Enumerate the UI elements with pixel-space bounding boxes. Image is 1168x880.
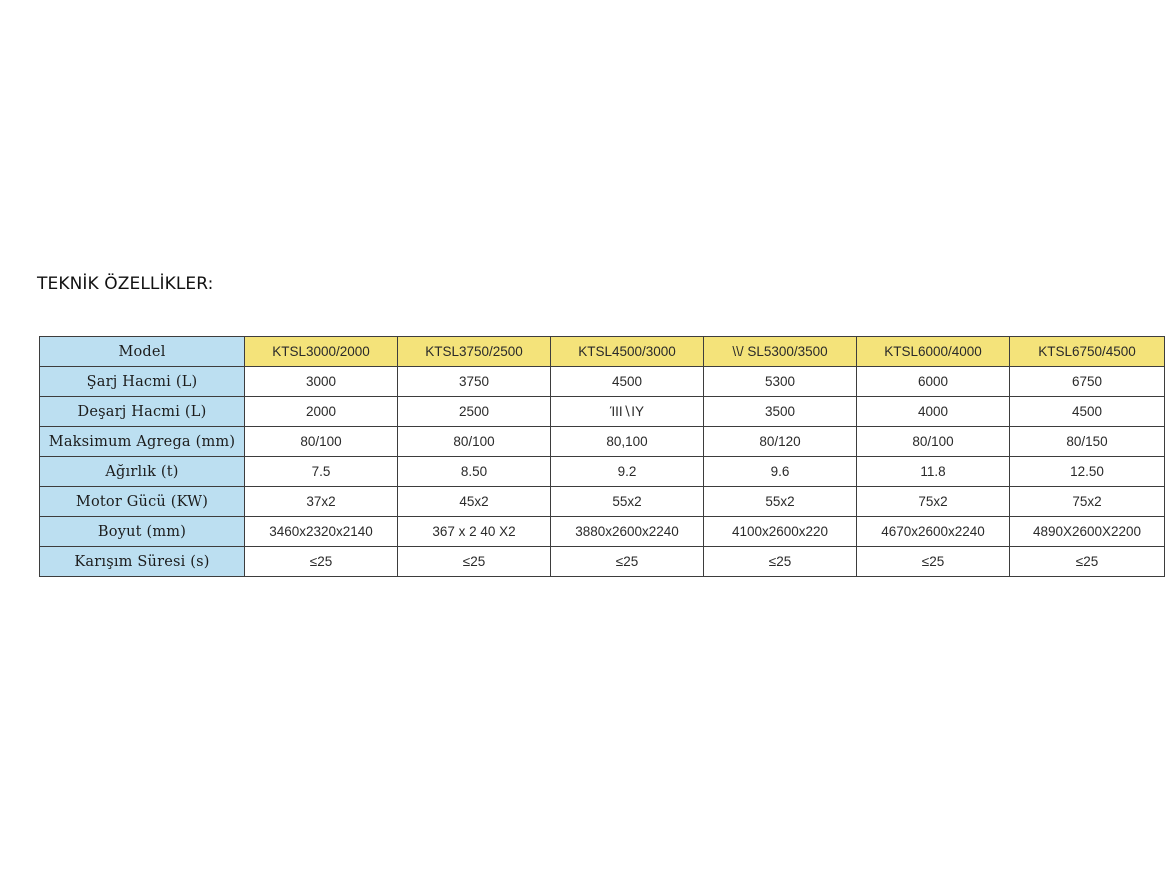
model-label: Model xyxy=(40,337,245,367)
table-cell: 367 x 2 40 X2 xyxy=(398,517,551,547)
model-header: KTSL6750/4500 xyxy=(1010,337,1165,367)
table-cell: 80/150 xyxy=(1010,427,1165,457)
table-cell: 3500 xyxy=(704,397,857,427)
table-cell: 2000 xyxy=(245,397,398,427)
table-cell: ≤25 xyxy=(551,547,704,577)
row-label: Şarj Hacmi (L) xyxy=(40,367,245,397)
table-cell: 11.8 xyxy=(857,457,1010,487)
table-cell: 4500 xyxy=(1010,397,1165,427)
table-cell: 75x2 xyxy=(1010,487,1165,517)
table-cell: 75x2 xyxy=(857,487,1010,517)
table-cell: 3880x2600x2240 xyxy=(551,517,704,547)
table-cell: 6000 xyxy=(857,367,1010,397)
row-label: Boyut (mm) xyxy=(40,517,245,547)
table-cell: 12.50 xyxy=(1010,457,1165,487)
table-cell: 80/100 xyxy=(398,427,551,457)
row-label: Karışım Süresi (s) xyxy=(40,547,245,577)
table-cell: 80/100 xyxy=(857,427,1010,457)
table-cell: 37x2 xyxy=(245,487,398,517)
table-cell: 4000 xyxy=(857,397,1010,427)
table-cell: ≤25 xyxy=(398,547,551,577)
table-cell: 3460x2320x2140 xyxy=(245,517,398,547)
table-cell: 9.2 xyxy=(551,457,704,487)
spec-table xyxy=(39,336,1165,577)
table-cell: 4670x2600x2240 xyxy=(857,517,1010,547)
table-cell: 6750 xyxy=(1010,367,1165,397)
model-header: KTSL3750/2500 xyxy=(398,337,551,367)
table-cell: 4100x2600x220 xyxy=(704,517,857,547)
table-cell: 45x2 xyxy=(398,487,551,517)
table-cell: ≤25 xyxy=(857,547,1010,577)
model-header: KTSL6000/4000 xyxy=(857,337,1010,367)
table-row xyxy=(40,427,1165,457)
table-cell: 8.50 xyxy=(398,457,551,487)
table-cell: 9.6 xyxy=(704,457,857,487)
row-label: Maksimum Agrega (mm) xyxy=(40,427,245,457)
page-title: TEKNİK ÖZELLİKLER: xyxy=(37,274,214,294)
table-row xyxy=(40,487,1165,517)
table-cell: ≤25 xyxy=(1010,547,1165,577)
table-cell: 80/120 xyxy=(704,427,857,457)
table-row xyxy=(40,457,1165,487)
table-row xyxy=(40,547,1165,577)
table-cell: 7.5 xyxy=(245,457,398,487)
row-label: Deşarj Hacmi (L) xyxy=(40,397,245,427)
table-cell: 3000 xyxy=(245,367,398,397)
table-cell: ≤25 xyxy=(704,547,857,577)
table-cell: 80/100 xyxy=(245,427,398,457)
model-header: KTSL4500/3000 xyxy=(551,337,704,367)
table-row xyxy=(40,397,1165,427)
table-cell: 4890X2600X2200 xyxy=(1010,517,1165,547)
model-header: \\/ SL5300/3500 xyxy=(704,337,857,367)
table-cell: 4500 xyxy=(551,367,704,397)
table-cell: ΊΙΙ∖ΙΥ xyxy=(551,397,704,427)
table-cell: 55x2 xyxy=(551,487,704,517)
model-header: KTSL3000/2000 xyxy=(245,337,398,367)
table-cell: 55x2 xyxy=(704,487,857,517)
table-cell: 5300 xyxy=(704,367,857,397)
table-header-row xyxy=(40,337,1165,367)
row-label: Motor Gücü (KW) xyxy=(40,487,245,517)
row-label: Ağırlık (t) xyxy=(40,457,245,487)
table-cell: 3750 xyxy=(398,367,551,397)
table-row xyxy=(40,367,1165,397)
table-cell: 2500 xyxy=(398,397,551,427)
table-cell: 80,100 xyxy=(551,427,704,457)
table-cell: ≤25 xyxy=(245,547,398,577)
table-row xyxy=(40,517,1165,547)
